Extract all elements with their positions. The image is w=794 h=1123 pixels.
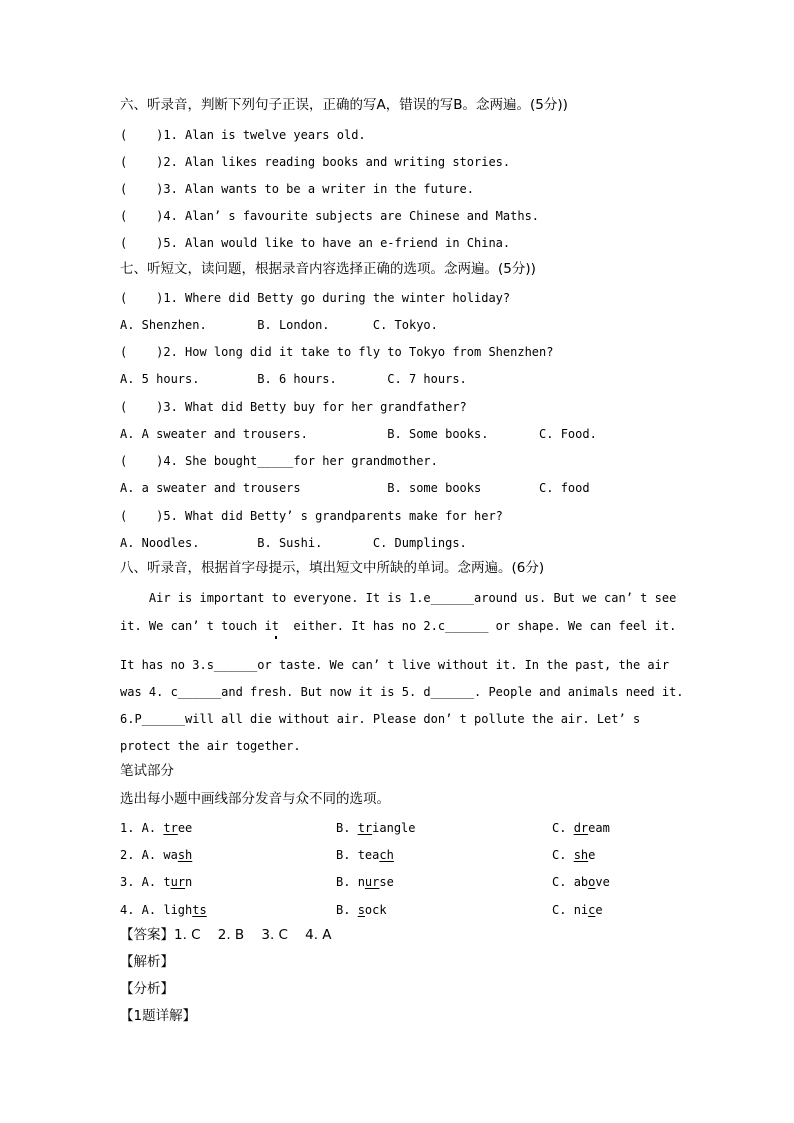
section6-item-4: ( )4. Alan’ s favourite subjects are Chinese and Maths.: [120, 209, 540, 223]
section6-item-1: ( )1. Alan is twelve years old.: [120, 128, 366, 142]
question-2-option-b: B. teach: [336, 848, 394, 862]
fenxi-heading: 【分析】: [120, 981, 174, 997]
section7-options-5: A. Noodles. B. Sushi. C. Dumplings.: [120, 536, 467, 550]
question-1-option-c: C. dream: [552, 821, 610, 835]
stray-mark: [275, 636, 277, 639]
detail-heading: 【1题详解】: [120, 1008, 197, 1024]
answer-line: 【答案】1. C 2. B 3. C 4. A: [120, 927, 332, 943]
section6-item-2: ( )2. Alan likes reading books and writing stories.: [120, 155, 511, 169]
question-4-option-b: B. sock: [336, 903, 387, 917]
passage-line-3: It has no 3.s______or taste. We can’ t live without it. In the past, the air: [120, 658, 670, 672]
question-3-option-b: B. nurse: [336, 875, 394, 889]
section7-options-2: A. 5 hours. B. 6 hours. C. 7 hours.: [120, 372, 467, 386]
section8-title: 八、听录音，根据首字母提示，填出短文中所缺的单词。念两遍。(6分): [120, 560, 545, 576]
written-instruction: 选出每小题中画线部分发音与众不同的选项。: [120, 791, 390, 807]
question-4-option-a: 4. A. lights: [120, 903, 207, 917]
passage-line-5: 6.P______will all die without air. Please don’ t pollute the air. Let’ s: [120, 712, 641, 726]
section7-options-3: A. A sweater and trousers. B. Some books. C. Food.: [120, 427, 597, 441]
question-1-option-b: B. triangle: [336, 821, 416, 835]
section7-options-4: A. a sweater and trousers B. some books C. food: [120, 481, 590, 495]
section7-question-5: ( )5. What did Betty’ s grandparents make for her?: [120, 509, 503, 523]
passage-line-6: protect the air together.: [120, 739, 301, 753]
section7-question-3: ( )3. What did Betty buy for her grandfather?: [120, 400, 467, 414]
question-3-option-c: C. above: [552, 875, 610, 889]
section6-item-5: ( )5. Alan would like to have an e-friend in China.: [120, 236, 511, 250]
section7-question-2: ( )2. How long did it take to fly to Tokyo from Shenzhen?: [120, 345, 554, 359]
section7-options-1: A. Shenzhen. B. London. C. Tokyo.: [120, 318, 438, 332]
section6-item-3: ( )3. Alan wants to be a writer in the future.: [120, 182, 475, 196]
question-4-option-c: C. nice: [552, 903, 603, 917]
written-heading: 笔试部分: [120, 763, 174, 779]
passage-line-2: it. We can’ t touch it either. It has no 2.c______ or shape. We can feel it.: [120, 619, 677, 633]
question-3-option-a: 3. A. turn: [120, 875, 193, 889]
analysis-heading: 【解析】: [120, 954, 174, 970]
question-1-option-a: 1. A. tree: [120, 821, 193, 835]
section6-title: 六、听录音，判断下列句子正误，正确的写A，错误的写B。念两遍。(5分)): [120, 97, 568, 113]
question-2-option-a: 2. A. wash: [120, 848, 193, 862]
section7-title: 七、听短文，读问题，根据录音内容选择正确的选项。念两遍。(5分)): [120, 261, 536, 277]
passage-line-4: was 4. c______and fresh. But now it is 5. d______. People and animals need it.: [120, 685, 684, 699]
question-2-option-c: C. she: [552, 848, 596, 862]
section7-question-4: ( )4. She bought_____for her grandmother.: [120, 454, 438, 468]
passage-line-1: Air is important to everyone. It is 1.e______around us. But we can’ t see: [120, 591, 677, 605]
section7-question-1: ( )1. Where did Betty go during the winter holiday?: [120, 291, 511, 305]
